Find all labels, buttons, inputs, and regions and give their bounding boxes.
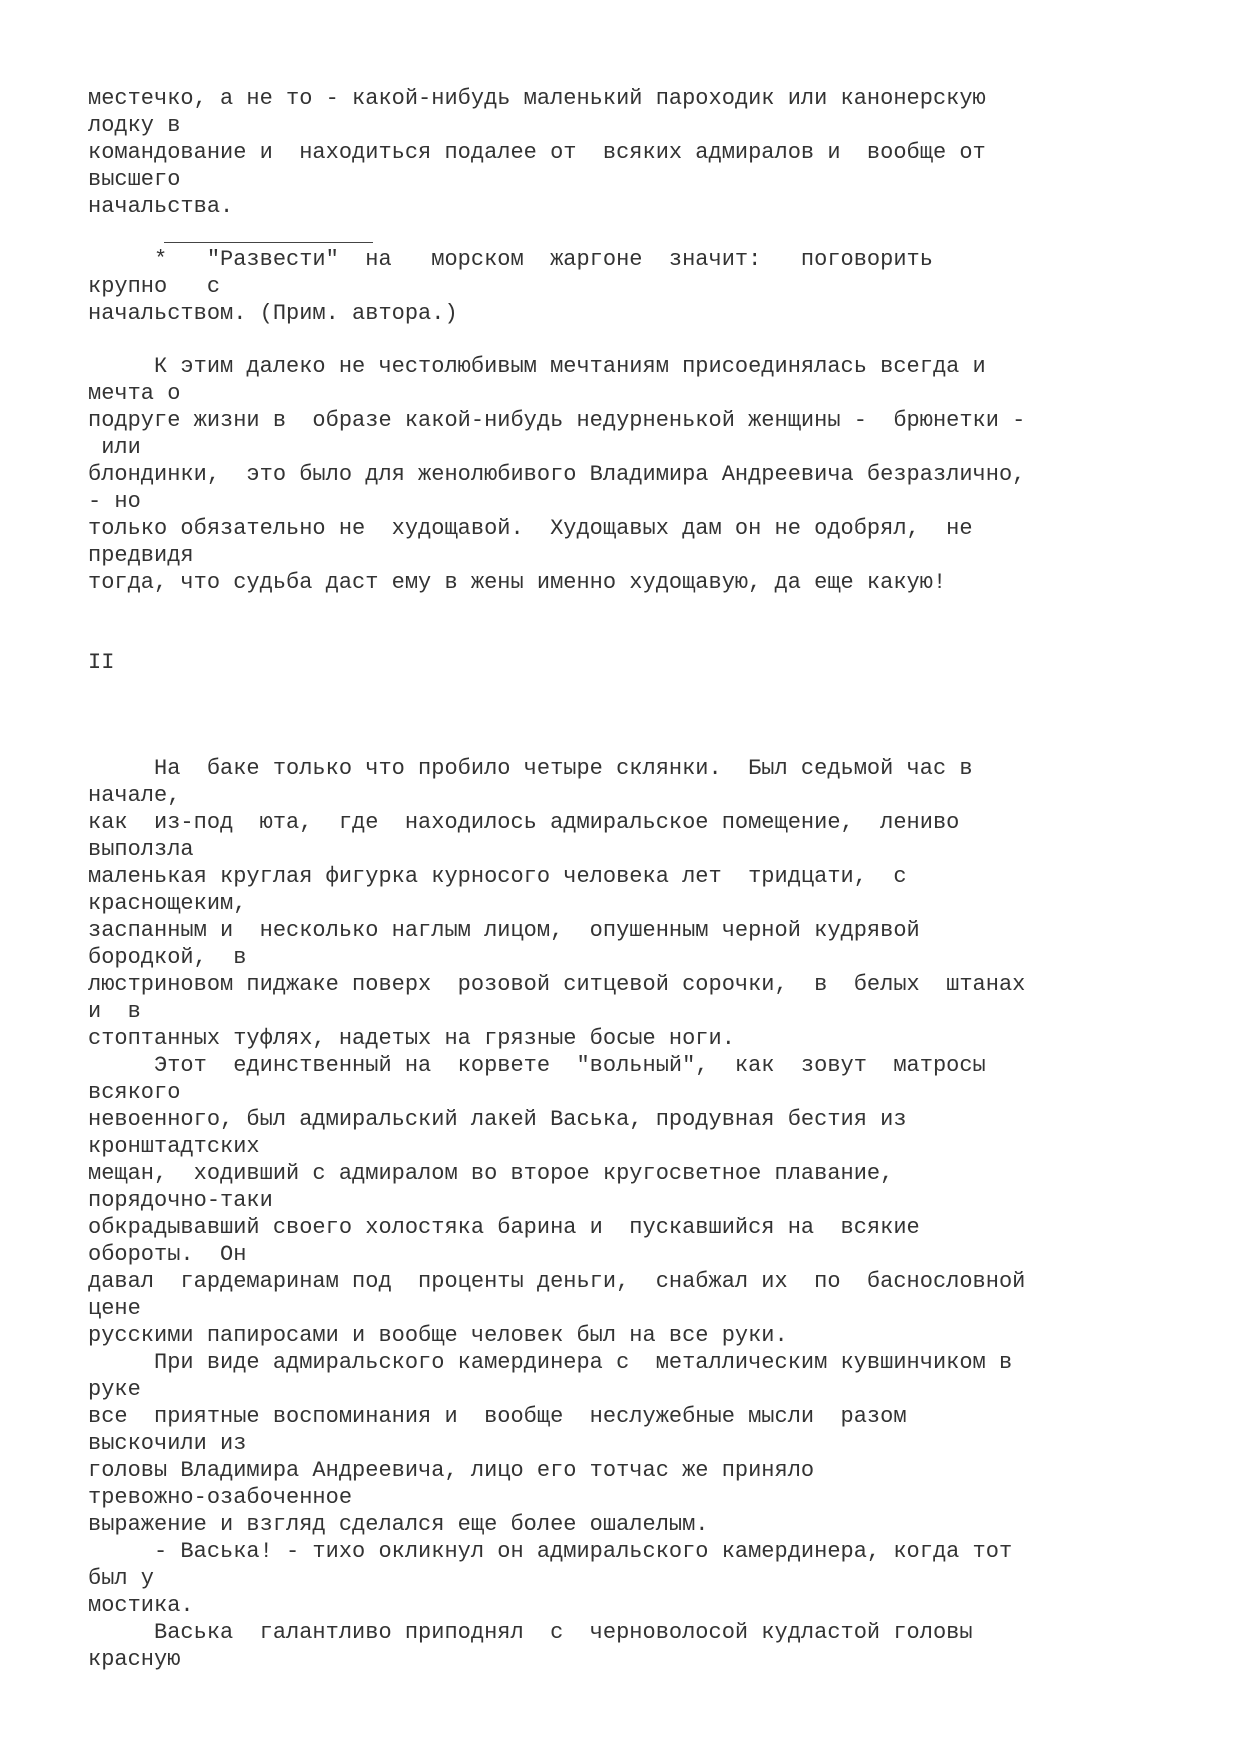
text-line: местечко, а не то - какой-нибудь маленький пароходик или канонерскую xyxy=(88,86,986,111)
text-line: заспанным и несколько наглым лицом, опушенным черной кудрявой xyxy=(88,918,920,943)
text-line: цене xyxy=(88,1296,141,1321)
text-line: выражение и взгляд сделался еще более ошалелым. xyxy=(88,1512,709,1537)
text-line: головы Владимира Андреевича, лицо его тотчас же приняло xyxy=(88,1458,815,1483)
footnote-line: * "Развести" на морском жаргоне значит: поговорить xyxy=(88,247,933,272)
text-line: все приятные воспоминания и вообще неслужебные мысли разом xyxy=(88,1404,907,1429)
text-line: высшего xyxy=(88,167,181,192)
text-line: стоптанных туфлях, надетых на грязные босые ноги. xyxy=(88,1026,735,1051)
text-line: блондинки, это было для женолюбивого Владимира Андреевича безразлично, xyxy=(88,462,1026,487)
text-line: порядочно-таки xyxy=(88,1188,273,1213)
text-line: красную xyxy=(88,1647,181,1672)
text-line: выскочили из xyxy=(88,1431,247,1456)
text-line: маленькая круглая фигурка курносого человека лет тридцати, с xyxy=(88,864,907,889)
text-line: выползла xyxy=(88,837,194,862)
text-line: Этот единственный на корвете "вольный", как зовут матросы xyxy=(88,1053,986,1078)
text-line: - Васька! - тихо окликнул он адмиральского камердинера, когда тот xyxy=(88,1539,1013,1564)
text-line: тревожно-озабоченное xyxy=(88,1485,353,1510)
text-line: мещан, ходивший с адмиралом во второе кругосветное плавание, xyxy=(88,1161,894,1186)
footnote-line: крупно с xyxy=(88,274,221,299)
text-line: К этим далеко не честолюбивым мечтаниям присоединялась всегда и xyxy=(88,354,986,379)
text-line: кронштадтских xyxy=(88,1134,260,1159)
text-line: или xyxy=(88,435,141,460)
chapter-heading: II xyxy=(88,650,115,675)
text-line: обкрадывавший своего холостяка барина и пускавшийся на всякие xyxy=(88,1215,920,1240)
text-line: краснощеким, xyxy=(88,891,247,916)
text-line: мостика. xyxy=(88,1593,194,1618)
text-line: руке xyxy=(88,1377,141,1402)
text-line: русскими папиросами и вообще человек был на все руки. xyxy=(88,1323,788,1348)
text-line: мечта о xyxy=(88,381,181,406)
text-line: только обязательно не худощавой. Худощавых дам он не одобрял, не xyxy=(88,516,973,541)
text-line: невоенного, был адмиральский лакей Васька, продувная бестия из xyxy=(88,1107,907,1132)
text-line: давал гардемаринам под проценты деньги, снабжал их по баснословной xyxy=(88,1269,1026,1294)
text-line: - но xyxy=(88,489,141,514)
text-line: как из-под юта, где находилось адмиральское помещение, лениво xyxy=(88,810,960,835)
text-line: люстриновом пиджаке поверх розовой ситцевой сорочки, в белых штанах xyxy=(88,972,1026,997)
text-line: командование и находиться подалее от всяких адмиралов и вообще от xyxy=(88,140,986,165)
text-line: и в xyxy=(88,999,141,1024)
text-line: лодку в xyxy=(88,113,181,138)
text-line: тогда, что судьба даст ему в жены именно худощавую, да еще какую! xyxy=(88,570,947,595)
text-line: был у xyxy=(88,1566,155,1591)
text-line: начале, xyxy=(88,783,181,808)
text-line: предвидя xyxy=(88,543,194,568)
footnote-separator xyxy=(164,242,373,243)
text-line: обороты. Он xyxy=(88,1242,247,1267)
text-line: При виде адмиральского камердинера с металлическим кувшинчиком в xyxy=(88,1350,1013,1375)
text-line: всякого xyxy=(88,1080,181,1105)
text-line: бородкой, в xyxy=(88,945,247,970)
text-line: начальства. xyxy=(88,194,234,219)
footnote-line: начальством. (Прим. автора.) xyxy=(88,301,458,326)
text-line: Васька галантливо приподнял с черноволосой кудластой головы xyxy=(88,1620,973,1645)
text-line: На баке только что пробило четыре склянки. Был седьмой час в xyxy=(88,756,973,781)
text-line: подруге жизни в образе какой-нибудь недурненькой женщины - брюнетки - xyxy=(88,408,1026,433)
